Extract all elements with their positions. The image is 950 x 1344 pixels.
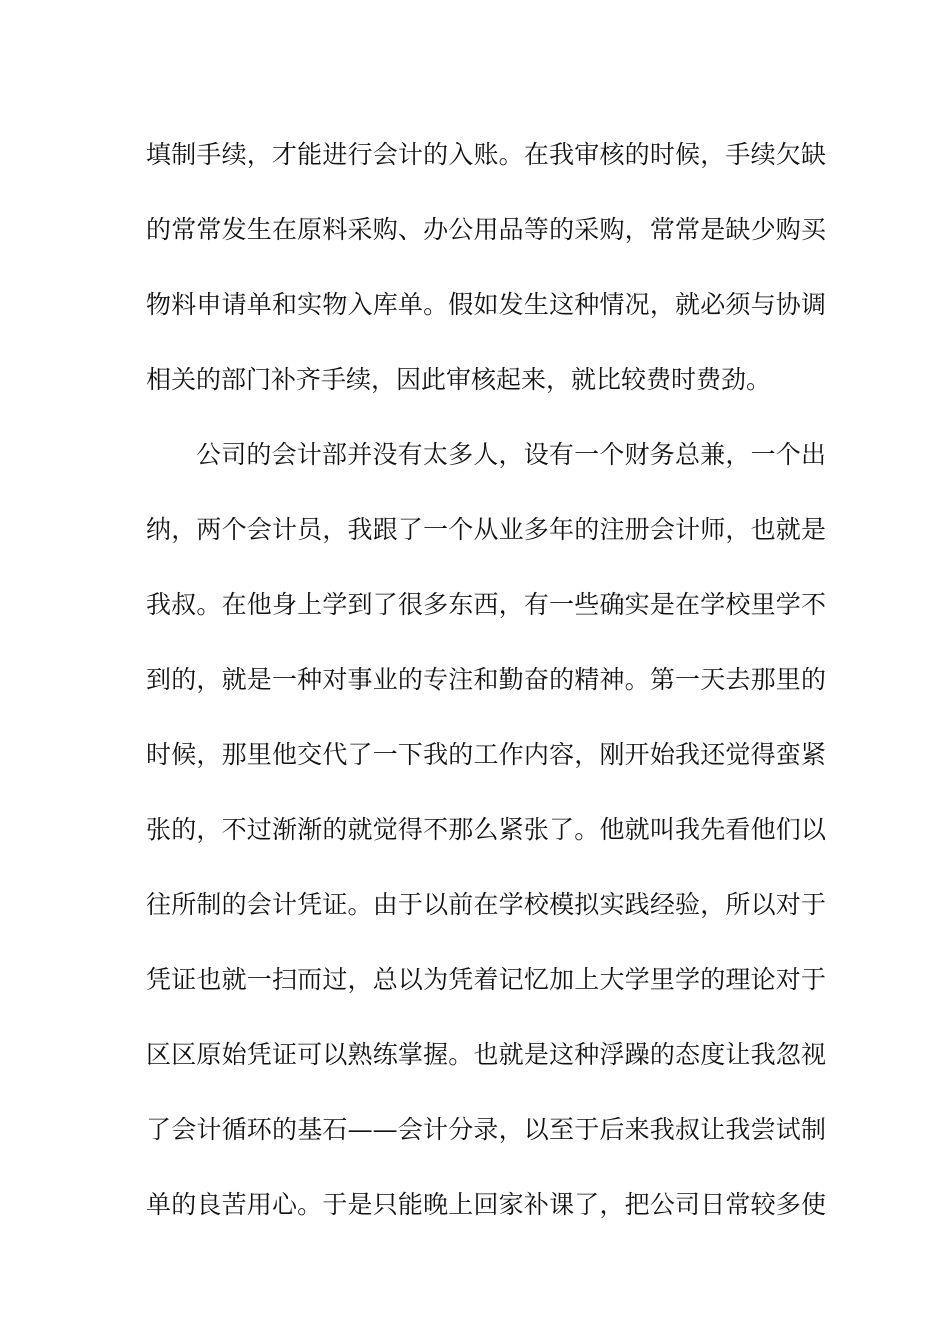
text-line: 到的，就是一种对事业的专注和勤奋的精神。第一天去那里的: [146, 665, 826, 694]
body-text: [146, 130, 826, 1255]
text-line: 纳，两个会计员，我跟了一个从业多年的注册会计师，也就是: [146, 515, 826, 544]
text-line: 相关的部门补齐手续，因此审核起来，就比较费时费劲。: [146, 365, 772, 394]
text-line: 的常常发生在原料采购、办公用品等的采购，常常是缺少购买: [146, 215, 826, 244]
text-line-paragraph-start: 公司的会计部并没有太多人，设有一个财务总兼，一个出: [196, 440, 826, 469]
text-line: 填制手续，才能进行会计的入账。在我审核的时候，手续欠缺: [146, 140, 826, 169]
text-line: 单的良苦用心。于是只能晚上回家补课了，把公司日常较多使: [146, 1190, 826, 1219]
text-line: 我叔。在他身上学到了很多东西，有一些确实是在学校里学不: [146, 590, 826, 619]
text-line: 区区原始凭证可以熟练掌握。也就是这种浮躁的态度让我忽视: [146, 1040, 826, 1069]
text-line: 往所制的会计凭证。由于以前在学校模拟实践经验，所以对于: [146, 890, 826, 919]
text-line: 物料申请单和实物入库单。假如发生这种情况，就必须与协调: [146, 290, 826, 319]
text-line: 凭证也就一扫而过，总以为凭着记忆加上大学里学的理论对于: [146, 965, 826, 994]
text-line: 了会计循环的基石——会计分录，以至于后来我叔让我尝试制: [146, 1115, 826, 1144]
text-line: 张的，不过渐渐的就觉得不那么紧张了。他就叫我先看他们以: [146, 815, 826, 844]
text-line: 时候，那里他交代了一下我的工作内容，刚开始我还觉得蛮紧: [146, 740, 826, 769]
